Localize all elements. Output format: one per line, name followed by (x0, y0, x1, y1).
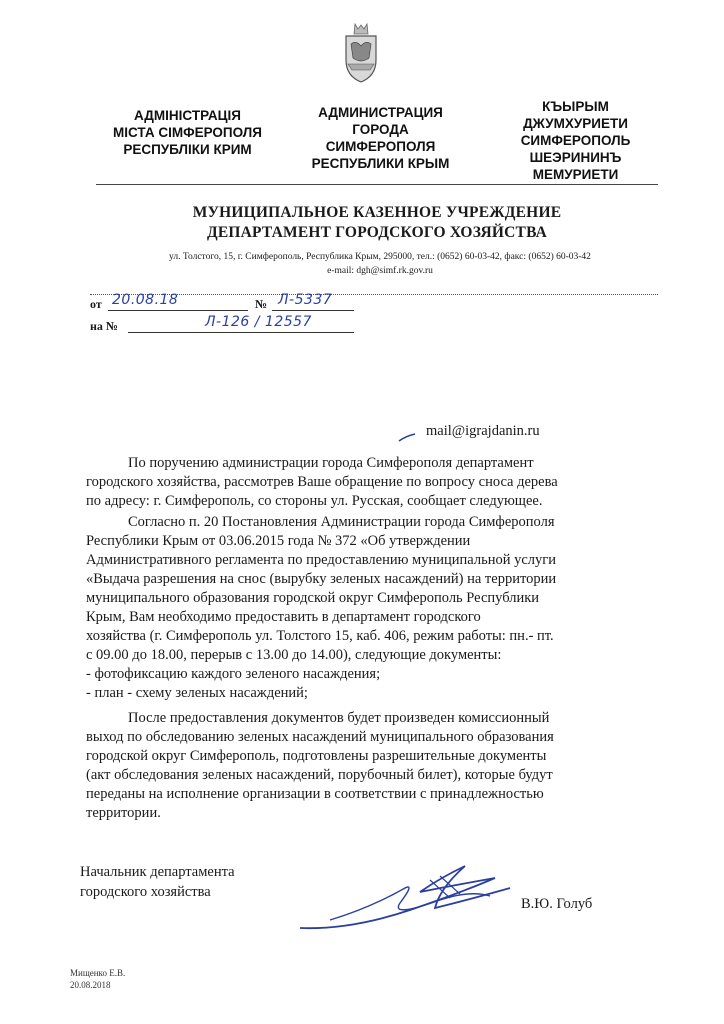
signer-title-line-2: городского хозяйства (80, 884, 211, 900)
header-ukrainian (95, 107, 280, 158)
handwritten-signature-icon (290, 858, 520, 943)
body-line-7: «Выдача разрешения на снос (вырубку зеленых насаждений) на территории (86, 571, 557, 587)
registration-date: 20.08.18 (112, 292, 179, 308)
header-russian (293, 104, 468, 172)
body-line-18: переданы на исполнение организации в соответствии с принадлежностью (86, 786, 544, 802)
body-line-2: городского хозяйства, рассмотрев Ваше обращение по вопросу сноса дерева (86, 474, 558, 490)
department-title-line-2: ДЕПАРТАМЕНТ ГОРОДСКОГО ХОЗЯЙСТВА (206, 224, 548, 241)
recipient-email: mail@igrajdanin.ru (426, 423, 540, 439)
header-ru-line-2: ГОРОДА (352, 122, 409, 137)
header-ua-line-3: РЕСПУБЛІКИ КРИМ (123, 142, 252, 157)
signer-title-line-1: Начальник департамента (80, 864, 235, 880)
header-crh-line-5: МЕМУРИЕТИ (532, 167, 619, 182)
body-line-4: Согласно п. 20 Постановления Администрации города Симферополя (128, 514, 555, 530)
department-address: ул. Толстого, 15, г. Симферополь, Республика Крым, 295000, тел.: (0652) 60-03-42, факс: (0652) 60-03-42 (169, 252, 591, 262)
number-label: № (255, 297, 268, 311)
header-crimean-tatar (488, 98, 663, 183)
signer-name: В.Ю. Голуб (521, 896, 593, 912)
header-crh-line-2: ДЖУМХУРИЕТИ (523, 116, 628, 131)
header-ru-line-3: СИМФЕРОПОЛЯ (325, 139, 436, 154)
body-line-16: городской округ Симферополь, подготовлены разрешительные документы (86, 748, 547, 764)
body-line-14: После предоставления документов будет произведен комиссионный (128, 710, 550, 726)
body-line-10: хозяйства (г. Симферополь ул. Толстого 15, каб. 406, режим работы: пн.- пт. (86, 628, 554, 644)
header-ru-line-1: АДМИНИСТРАЦИЯ (318, 105, 443, 120)
body-line-17: (акт обследования зеленых насаждений, порубочный билет), которые будут (86, 767, 553, 783)
header-ru-line-4: РЕСПУБЛИКИ КРЫМ (311, 156, 450, 171)
header-ua-line-2: МІСТА СІМФЕРОПОЛЯ (113, 125, 262, 140)
body-line-5: Республики Крым от 03.06.2015 года № 372 «Об утверждении (86, 533, 471, 549)
body-line-8: муниципального образования городской округ Симферополь Республики (86, 590, 540, 606)
executor-name: Мищенко Е.В. (70, 968, 126, 978)
body-line-1: По поручению администрации города Симферополя департамент (128, 455, 534, 471)
ref-label: на № (90, 319, 118, 333)
body-line-9: Крым, Вам необходимо предоставить в департамент городского (86, 609, 481, 625)
body-line-13: - план - схему зеленых насаждений; (86, 685, 308, 701)
footer-date: 20.08.2018 (70, 980, 111, 990)
body-line-15: выход по обследованию зеленых насаждений муниципального образования (86, 729, 554, 745)
from-label: от (90, 297, 102, 311)
body-line-6: Административного регламента по предоставлению муниципальной услуги (86, 552, 556, 568)
registration-number: Л-5337 (278, 292, 333, 308)
body-line-3: по адресу: г. Симферополь, со стороны ул. Русская, сообщает следующее. (86, 493, 543, 509)
header-crh-line-4: ШЕЭРИНИНЪ (529, 150, 622, 165)
department-title-line-1: МУНИЦИПАЛЬНОЕ КАЗЕННОЕ УЧРЕЖДЕНИЕ (192, 204, 562, 221)
header-crh-line-3: СИМФЕРОПОЛЬ (520, 133, 631, 148)
header-divider (96, 184, 658, 185)
coat-of-arms-icon (342, 22, 380, 84)
ref-number: Л-126 / 12557 (205, 314, 312, 330)
header-crh-line-1: КЪЫРЫМ (542, 99, 609, 114)
department-email: e-mail: dgh@simf.rk.gov.ru (327, 266, 433, 276)
header-ua-line-1: АДМІНІСТРАЦІЯ (134, 108, 241, 123)
body-line-11: с 09.00 до 18.00, перерыв с 13.00 до 14.00), следующие документы: (86, 647, 502, 663)
body-line-19: территории. (86, 805, 161, 821)
handwritten-tick-icon (398, 430, 416, 448)
body-line-12: - фотофиксацию каждого зеленого насаждения; (86, 666, 381, 682)
